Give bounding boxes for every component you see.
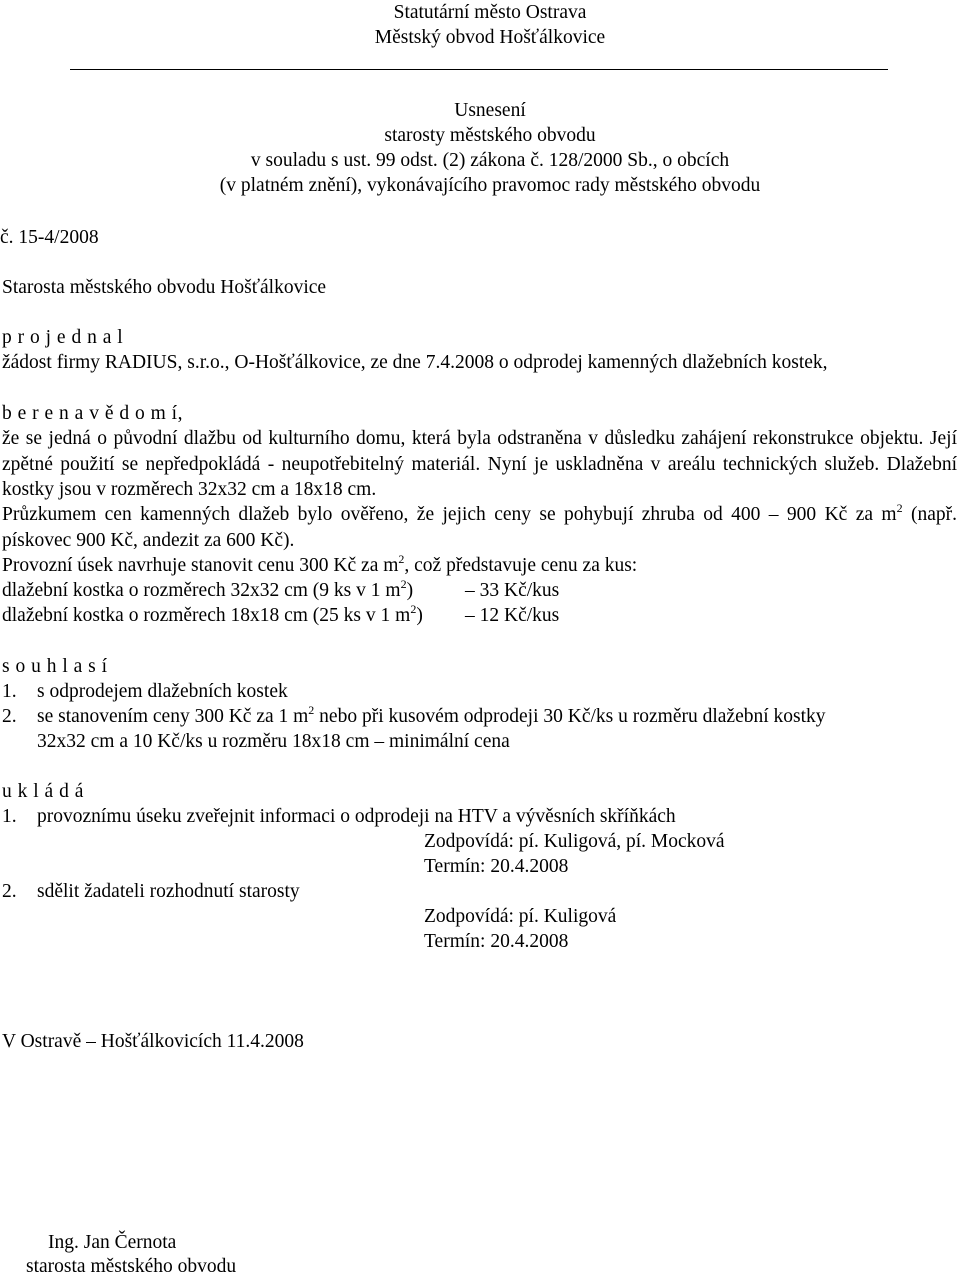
place-and-date: V Ostravě – Hošťálkovicích 11.4.2008 [2,1031,304,1052]
uklada-item-1-responsible: Zodpovídá: pí. Kuligová, pí. Mocková [424,831,725,852]
projednal-text: žádost firmy RADIUS, s.r.o., O-Hošťálkovice, ze dne 7.4.2008 o odprodej kamenných dlažebních kostek, [2,352,828,373]
price-item-2-value: – 12 Kč/kus [465,605,560,626]
uklada-item-2-deadline: Termín: 20.4.2008 [424,931,569,952]
resolution-number: č. 15-4/2008 [0,227,99,248]
title-subtitle: starosty městského obvodu [384,125,596,146]
uklada-item-2-number: 2. [2,881,17,902]
price-item-1: dlažební kostka o rozměrech 32x32 cm (9 ks v 1 $m^2$) [2,577,414,601]
uklada-item-1-number: 1. [2,806,17,827]
souhlasi-item-1: s odprodejem dlažebních kostek [37,681,288,702]
heading-souhlasi: s o u h l a s í [2,656,108,677]
issuer: Starosta městského obvodu Hošťálkovice [2,277,327,298]
heading-uklada: u k l á d á [2,781,84,802]
title-resolution: Usnesení [454,100,526,121]
signature-role: starosta městského obvodu [26,1256,237,1277]
title-legal-basis: v souladu s ust. 99 odst. (2) zákona č. 128/2000 Sb., o obcích [250,150,730,171]
bere-paragraph-3: Provozní úsek navrhuje stanovit cenu 300 Kč za $m^2$, což představuje cenu za kus: [2,552,638,576]
title-legal-basis-2: (v platném znění), vykonávajícího pravomoc rady městského obvodu [219,175,761,196]
bere-paragraph-2: Průzkumem cen kamenných dlažeb bylo ověřeno, že jejich ceny se pohybují zhruba od 400 – 900 Kč za $m^2$ (např. pískovec 900 Kč, andezit za 600 Kč). [2,501,957,551]
header-rule [70,69,888,70]
heading-projednal: p r o j e d n a l [2,327,124,348]
uklada-item-1-deadline: Termín: 20.4.2008 [424,856,569,877]
souhlasi-item-1-number: 1. [2,681,17,702]
souhlasi-item-2-number: 2. [2,706,17,727]
header-city: Statutární město Ostrava [393,2,587,23]
header-district: Městský obvod Hošťálkovice [374,27,606,48]
souhlasi-item-2-continued: 32x32 cm a 10 Kč/ks u rozměru 18x18 cm – minimální cena [37,731,510,752]
price-item-2: dlažební kostka o rozměrech 18x18 cm (25 ks v 1 $m^2$) [2,602,423,626]
uklada-item-1: provoznímu úseku zveřejnit informaci o odprodeji na HTV a vývěsních skříňkách [37,806,676,827]
signature-name: Ing. Jan Černota [48,1232,177,1253]
heading-bere-na-vedomi: b e r e n a v ě d o m í, [2,403,183,424]
uklada-item-2-responsible: Zodpovídá: pí. Kuligová [424,906,617,927]
souhlasi-item-2: se stanovením ceny 300 Kč za 1 $m^2$ nebo při kusovém odprodeji 30 Kč/ks u rozměru dlažební kostky [37,703,826,727]
price-item-1-value: – 33 Kč/kus [465,580,560,601]
uklada-item-2: sdělit žadateli rozhodnutí starosty [37,881,300,902]
bere-paragraph-1: že se jedná o původní dlažbu od kulturního domu, která byla odstraněna v důsledku zahájení rekonstrukce objektu. Její zpětné použití se nepředpokládá - neupotřebitelný materiál. Nyní je uskladněna v areálu technických služeb. Dlažební kostky jsou v rozměrech 32x32 cm a 18x18 cm. [2,428,957,500]
